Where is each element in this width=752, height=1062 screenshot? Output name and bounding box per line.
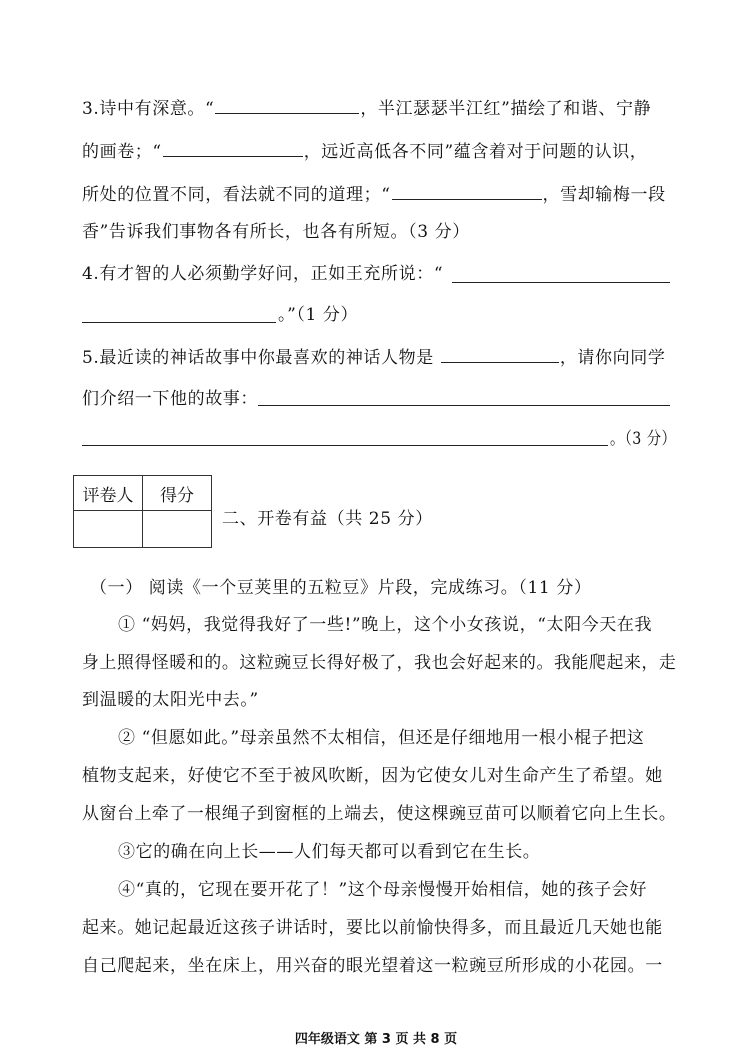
q3-number: 3.: [82, 99, 100, 119]
passage-line: ④“真的，它现在要开花了！”这个母亲慢慢开始相信，她的孩子会好: [118, 880, 647, 900]
score-table-header-grader: 评卷人: [74, 476, 143, 511]
q4-line-1: [82, 263, 443, 285]
passage-line: 自己爬起来，坐在床上，用兴奋的眼光望着这一粒豌豆所形成的小花园。一: [82, 956, 663, 976]
q5-line-2: 们介绍一下他的故事：: [82, 389, 258, 409]
passage-line: ① “妈妈，我觉得我好了一些!”晚上，这个小女孩说，“太阳今天在我: [118, 615, 653, 635]
reading-heading: （一） 阅读《一个豆荚里的五粒豆》片段，完成练习。（11 分）: [90, 578, 592, 598]
page-footer: 四年级语文 第 3 页 共 8 页: [294, 1032, 458, 1047]
passage-line: 身上照得怪暖和的。这粒豌豆长得好极了，我也会好起来的。我能爬起来，走: [82, 653, 677, 673]
q3-blank-1[interactable]: [215, 98, 359, 114]
q5-blank-name[interactable]: [441, 347, 559, 363]
passage-line: 到温暖的太阳光中去。”: [82, 690, 259, 710]
passage-line: ② “但愿如此。”母亲虽然不太相信，但还是仔细地用一根小棍子把这: [118, 728, 645, 748]
q4-text-1: 有才智的人必须勤学好问，正如王充所说：“: [99, 264, 444, 284]
passage-line: ③它的确在向上长——人们每天都可以看到它在生长。: [118, 842, 541, 862]
q4-blank-2[interactable]: [82, 322, 276, 323]
passage-line: 起来。她记起最近这孩子讲话时，要比以前愉快得多，而且最近几天她也能: [82, 918, 663, 938]
q4-blank-1[interactable]: [452, 282, 670, 283]
passage-line: 从窗台上牵了一根绳子到窗框的上端去，使这棵豌豆苗可以顺着它向上生长。: [82, 804, 677, 824]
q5-blank-story-2[interactable]: [82, 445, 608, 446]
score-table-cell-grader[interactable]: [74, 511, 143, 548]
q5-blank-story-1[interactable]: [258, 405, 670, 406]
q3-text-2b: ，远近高低各不同”蕴含着对于问题的认识，: [303, 142, 648, 162]
q5-text-1b: ，请你向同学: [559, 348, 666, 368]
score-table-cell-score[interactable]: [143, 511, 212, 548]
q3-blank-2[interactable]: [163, 141, 303, 157]
q5-line-3-end: 。（3 分）: [610, 429, 677, 449]
q3-blank-3[interactable]: [392, 184, 542, 200]
q3-text-1b: ，半江瑟瑟半江红”描绘了和谐、宁静: [360, 99, 652, 119]
q3-text-2a: 的画卷；“: [82, 142, 162, 162]
score-table-header-score: 得分: [143, 476, 212, 511]
q5-text-1a: 最近读的神话故事中你最喜欢的神话人物是: [99, 348, 440, 368]
q3-line-1: [82, 98, 651, 120]
q3-text-1a: 诗中有深意。“: [99, 99, 215, 119]
q3-text-3b: ，雪却输梅一段: [542, 185, 666, 205]
q5-number: 5.: [82, 348, 100, 368]
q3-text-3a: 所处的位置不同，看法就不同的道理；“: [82, 185, 391, 205]
passage-line: 植物支起来，好使它不至于被风吹断，因为它使女儿对生命产生了希望。她: [82, 766, 663, 786]
q3-line-2: [82, 141, 647, 163]
q4-line-2-end: 。”（1 分）: [278, 305, 359, 325]
score-table: [73, 475, 212, 548]
q4-number: 4.: [82, 264, 100, 284]
q3-line-4: 香”告诉我们事物各有所长，也各有所短。（3 分）: [82, 222, 470, 242]
section-2-title: 二、开卷有益（共 25 分）: [222, 509, 433, 529]
q5-line-1: [82, 347, 665, 369]
q3-line-3: [82, 184, 666, 206]
